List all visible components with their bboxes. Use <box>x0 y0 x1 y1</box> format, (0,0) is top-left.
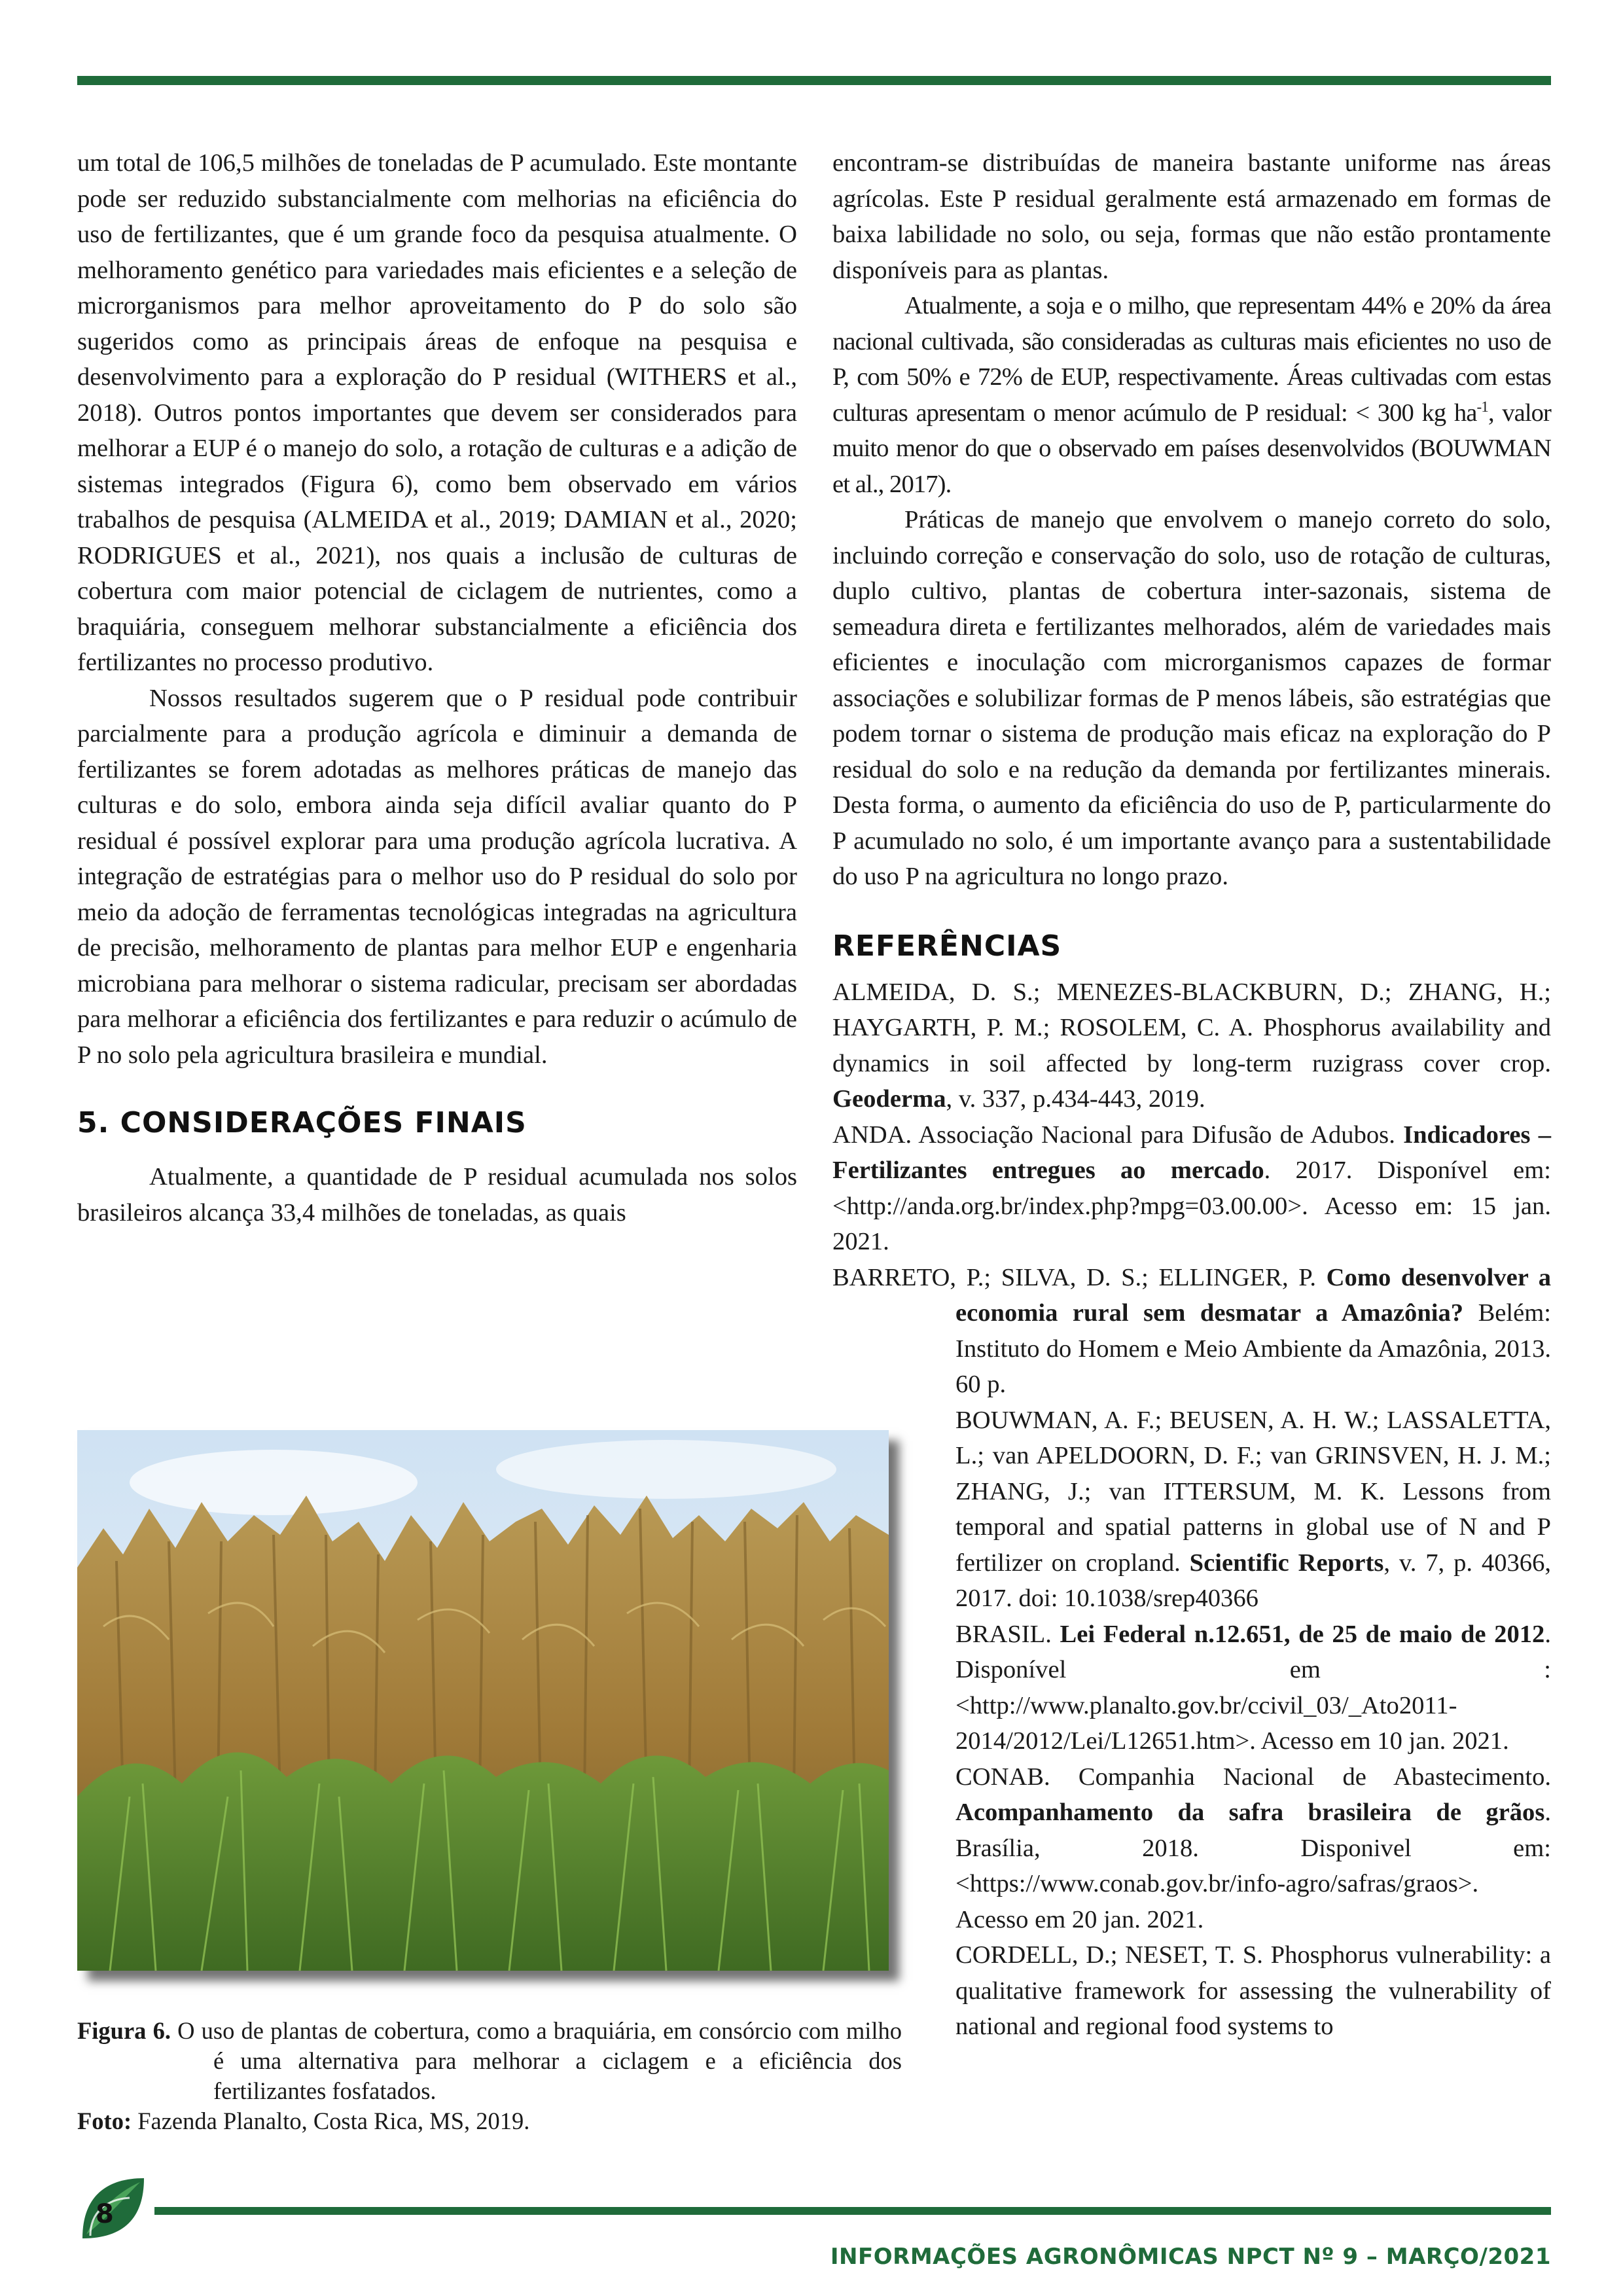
reference-item: CORDELL, D.; NESET, T. S. Phosphorus vulnerability: a qualitative framework for assessing the vulnerability of national and regional food systems to <box>955 1941 1551 2040</box>
crop-field-photo <box>77 1430 889 1971</box>
body-paragraph: Atualmente, a soja e o milho, que representam 44% e 20% da área nacional cultivada, são consideradas as culturas mais eficientes no uso de P, com 50% e 72% de EUP, respectivamente. Áreas cultivadas com estas culturas apresentam o menor acúmulo de P residual: < 300 kg $ha^{-1}$, valor muito menor do que o observado em países desenvolvidos (BOUWMAN et al., 2017). <box>832 292 1551 498</box>
reference-item: ALMEIDA, D. S.; MENEZES-BLACKBURN, D.; ZHANG, H.; HAYGARTH, P. M.; ROSOLEM, C. A. Phosphorus availability and dynamics in soil affected by long-term ruzigrass cover crop. Geoderma, v. 337, p.434-443, 2019. <box>832 978 1551 1113</box>
figure-6 <box>77 1430 889 1993</box>
reference-item: BRASIL. Lei Federal n.12.651, de 25 de maio de 2012. Disponível em : <http://www.planalto.gov.br/ccivil_03/_Ato2011-2014/2012/Lei/L12651.htm>. Acesso em 10 jan. 2021. <box>955 1620 1551 1755</box>
top-rule <box>77 76 1551 85</box>
reference-item: BARRETO, P.; SILVA, D. S.; ELLINGER, P. Como desenvolver a economia rural sem desmatar a Amazônia? Belém: Instituto do Homem e Meio Ambiente da Amazônia, 2013. 60 p. <box>832 1263 1551 1398</box>
reference-item: ANDA. Associação Nacional para Difusão de Adubos. Indicadores – Fertilizantes entregues ao mercado. 2017. Disponível em: <http://anda.org.br/index.php?mpg=03.00.00>. Acesso em: 15 jan. 2021. <box>832 1121 1551 1255</box>
body-paragraph: encontram-se distribuídas de maneira bastante uniforme nas áreas agrícolas. Este P residual geralmente está armazenado em formas de baixa labilidade no solo, ou seja, formas que não estão prontamente disponíveis para as plantas. <box>832 149 1551 284</box>
body-paragraph: um total de 106,5 milhões de toneladas de P acumulado. Este montante pode ser reduzido substancialmente com melhorias na eficiência do uso de fertilizantes, que é um grande foco da pesquisa atualmente. O melhoramento genético para variedades mais eficientes e a seleção de microrganismos para melhor aproveitamento do P do solo são sugeridos como as principais áreas de enfoque na pesquisa e desenvolvimento para a exploração do P residual (WITHERS et al., 2018). Outros pontos importantes que devem ser considerados para melhorar a EUP é o manejo do solo, a rotação de culturas e a adição de sistemas integrados (Figura 6), como bem observado em vários trabalhos de pesquisa (ALMEIDA et al., 2019; DAMIAN et al., 2020; RODRIGUES et al., 2021), nos quais a inclusão de culturas de cobertura com maior potencial de ciclagem de nutrientes, como a braquiária, conseguem melhorar substancialmente a eficiência dos fertilizantes no processo produtivo. <box>77 149 797 676</box>
reference-item: CONAB. Companhia Nacional de Abastecimento. Acompanhamento da safra brasileira de grãos. Brasília, 2018. Disponivel em: <https://www.conab.gov.br/info-agro/safras/graos>. Acesso em 20 jan. 2021. <box>955 1763 1551 1933</box>
section-heading: 5. CONSIDERAÇÕES FINAIS <box>77 1106 527 1139</box>
reference-item: BOUWMAN, A. F.; BEUSEN, A. H. W.; LASSALETTA, L.; van APELDOORN, D. F.; van GRINSVEN, H. J. M.; ZHANG, J.; van ITTERSUM, M. K. Lessons from temporal and spatial patterns in global use of N and P fertilizer on cropland. Scientific Reports, v. 7, p. 40366, 2017. doi: 10.1038/srep40366 <box>955 1406 1551 1612</box>
superscript: -1 <box>1476 398 1488 416</box>
page-number: 8 <box>96 2199 114 2229</box>
bottom-rule <box>154 2207 1551 2215</box>
references-heading: REFERÊNCIAS <box>832 929 1062 963</box>
body-paragraph: Nossos resultados sugerem que o P residual pode contribuir parcialmente para a produção agrícola e diminuir a demanda de fertilizantes se forem adotadas as melhores práticas de manejo das culturas e do solo, embora ainda seja difícil avaliar quanto do P residual é possível explorar para uma produção agrícola lucrativa. A integração de estratégias para o melhor uso do P residual do solo por meio da adoção de ferramentas tecnológicas integradas na agricultura de precisão, melhoramento de plantas para melhor EUP e engenharia microbiana para melhorar o sistema radicular, precisam ser abordadas para melhorar a eficiência dos fertilizantes e para reduzir o acúmulo de P no solo pela agricultura brasileira e mundial. <box>77 684 797 1069</box>
journal-footer: INFORMAÇÕES AGRONÔMICAS NPCT Nº 9 – MARÇO/2021 <box>830 2244 1551 2270</box>
body-paragraph: Atualmente, a quantidade de P residual acumulada nos solos brasileiros alcança 33,4 milhões de toneladas, as quais <box>77 1163 797 1227</box>
figure-caption <box>77 2016 902 2136</box>
caption-text: O uso de plantas de cobertura, como a braquiária, em consórcio com milho é uma alternativa para melhorar a ciclagem e a eficiência dos fertilizantes fosfatados. <box>177 2017 902 2104</box>
credit-label: Foto: <box>77 2108 132 2134</box>
right-column <box>832 145 1551 2045</box>
body-paragraph: Práticas de manejo que envolvem o manejo correto do solo, incluindo correção e conservação do solo, uso de rotação de culturas, duplo cultivo, plantas de cobertura inter-sazonais, sistema de semeadura direta e fertilizantes melhorados, além de variedades mais eficientes e inoculação com microrganismos capazes de formar associações e solubilizar formas de P menos lábeis, são estratégias que podem tornar o sistema de produção mais eficaz na exploração do P residual do solo e na redução da demanda por fertilizantes minerais. Desta forma, o aumento da eficiência do uso de P, particularmente do P acumulado no solo, é um importante avanço para a sustentabilidade do uso P na agricultura no longo prazo. <box>832 506 1551 890</box>
caption-label: Figura 6. <box>77 2017 171 2044</box>
credit-text: Fazenda Planalto, Costa Rica, MS, 2019. <box>137 2108 530 2134</box>
left-column <box>77 145 797 1230</box>
